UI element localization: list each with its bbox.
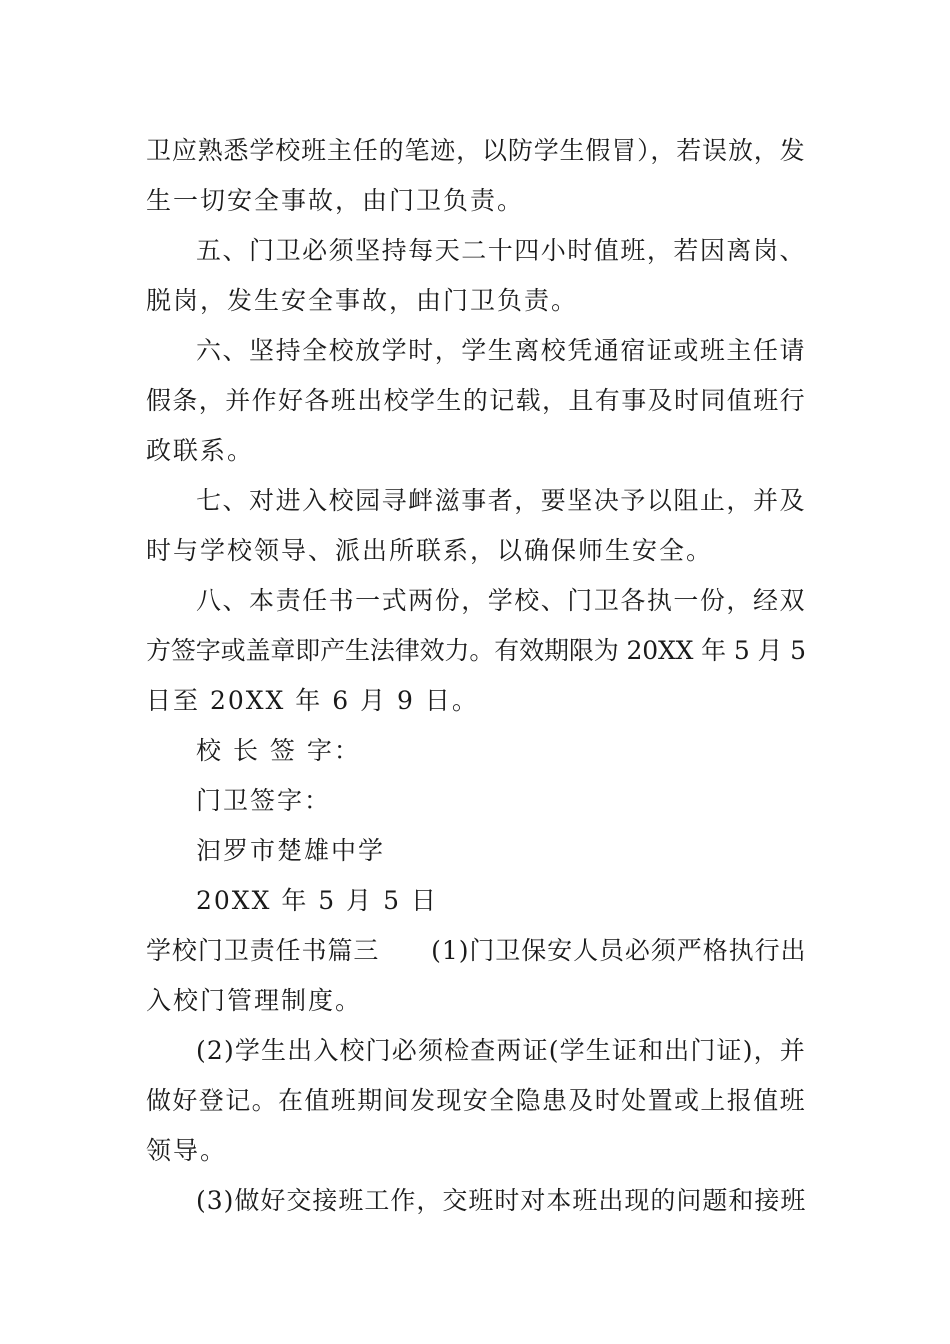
paragraph-line: 方签字或盖章即产生法律效力。有效期限为 20XX 年 5 月 5 bbox=[146, 636, 806, 665]
paragraph-line: 学校门卫责任书篇三 (1)门卫保安人员必须严格执行出 bbox=[146, 936, 807, 965]
paragraph-line: 六、坚持全校放学时，学生离校凭通宿证或班主任请 bbox=[196, 336, 807, 365]
paragraph-line: 五、门卫必须坚持每天二十四小时值班，若因离岗、 bbox=[196, 236, 807, 265]
paragraph-line: 八、本责任书一式两份，学校、门卫各执一份，经双 bbox=[196, 586, 807, 615]
paragraph-line: 生一切安全事故，由门卫负责。 bbox=[146, 186, 525, 215]
paragraph-line: (2)学生出入校门必须检查两证(学生证和出门证)，并 bbox=[196, 1036, 806, 1065]
principal-signature-label: 校 长 签 字： bbox=[196, 736, 361, 765]
paragraph-line: (3)做好交接班工作，交班时对本班出现的问题和接班 bbox=[196, 1186, 807, 1215]
paragraph-line: 领导。 bbox=[146, 1136, 228, 1165]
paragraph-line: 假条，并作好各班出校学生的记载，且有事及时同值班行 bbox=[146, 386, 807, 415]
paragraph-line: 政联系。 bbox=[146, 436, 255, 465]
school-name: 汩罗市楚雄中学 bbox=[196, 836, 386, 865]
paragraph-line: 脱岗，发生安全事故，由门卫负责。 bbox=[146, 286, 579, 315]
paragraph-line: 做好登记。在值班期间发现安全隐患及时处置或上报值班 bbox=[146, 1086, 807, 1115]
paragraph-line: 入校门管理制度。 bbox=[146, 986, 363, 1015]
paragraph-line: 七、对进入校园寻衅滋事者，要坚决予以阻止，并及 bbox=[196, 486, 807, 515]
guard-signature-label: 门卫签字： bbox=[196, 786, 332, 815]
document-date: 20XX 年 5 月 5 日 bbox=[196, 886, 438, 915]
paragraph-line: 时与学校领导、派出所联系，以确保师生安全。 bbox=[146, 536, 714, 565]
paragraph-line: 日至 20XX 年 6 月 9 日。 bbox=[146, 686, 479, 715]
paragraph-line: 卫应熟悉学校班主任的笔迹，以防学生假冒），若误放，发 bbox=[146, 136, 806, 165]
